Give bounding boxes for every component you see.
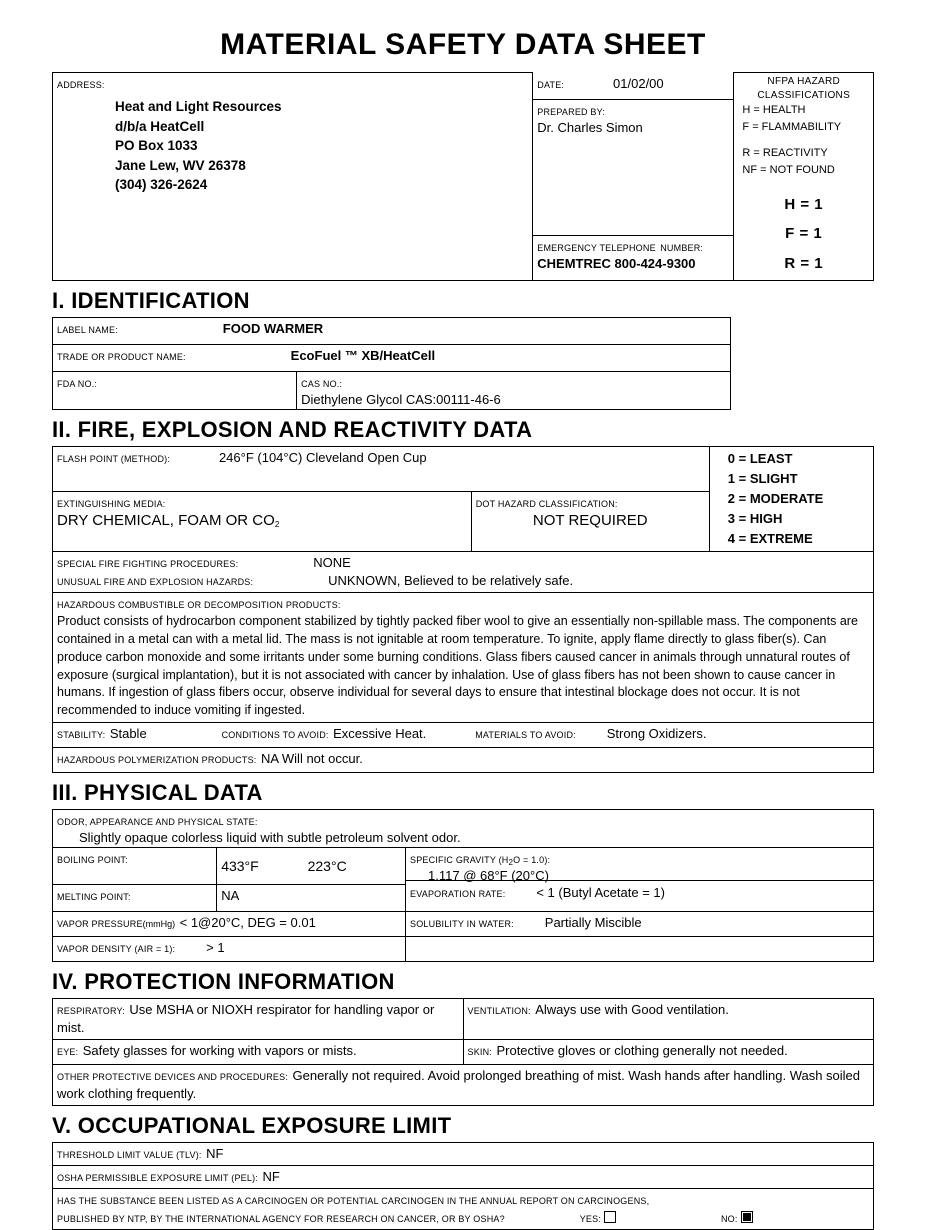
evaporation-rate-label: EVAPORATION RATE: — [410, 888, 506, 899]
section-5-heading: V. OCCUPATIONAL EXPOSURE LIMIT — [52, 1112, 452, 1138]
conditions-to-avoid-value: Excessive Heat. — [333, 725, 427, 741]
date-prepared-group — [533, 73, 734, 236]
nfpa-key-item: F = FLAMMABILITY — [742, 120, 842, 133]
other-protective-cell — [53, 1064, 874, 1105]
address-label: ADDRESS: — [57, 80, 105, 90]
unusual-hazards-label: UNUSUAL FIRE AND EXPLOSION HAZARDS: — [57, 577, 254, 588]
eye-label: EYE: — [57, 1046, 79, 1057]
fda-no-label: FDA NO.: — [57, 378, 98, 389]
special-procedures-value: NONE — [313, 555, 351, 571]
specific-gravity-label-sub: 2 — [508, 857, 514, 867]
date-value: 01/02/00 — [613, 75, 664, 91]
nfpa-key-item: NF = NOT FOUND — [742, 163, 835, 176]
company-line: (304) 326-2624 — [115, 177, 208, 193]
nfpa-key-item: R = REACTIVITY — [742, 147, 828, 159]
header-section — [52, 72, 874, 281]
dot-hazard-cell — [471, 491, 709, 552]
vapor-density-blank — [406, 936, 874, 961]
decomposition-label: HAZARDOUS COMBUSTIBLE OR DECOMPOSITION PRODUCTS: — [57, 600, 341, 611]
other-protective-value: Generally not required. Avoid prolonged breathing of mist. Wash hands after handling. Wash soiled work clothing frequently. — [57, 1067, 861, 1101]
fire-procedures-cell — [53, 552, 874, 593]
boiling-point-cell — [53, 847, 217, 884]
nfpa-rating-flammability: F = 1 — [785, 225, 823, 243]
respiratory-cell — [53, 998, 464, 1039]
carcinogen-line2: PUBLISHED BY NTP, BY THE INTERNATIONAL AGENCY FOR RESEARCH ON CANCER, OR BY OSHA? — [57, 1213, 505, 1224]
trade-name-value: EcoFuel ™ XB/HeatCell — [290, 347, 436, 363]
flash-point-cell — [53, 446, 710, 491]
label-name-label: LABEL NAME: — [57, 324, 118, 335]
fda-no-cell — [53, 371, 297, 409]
emergency-phone-cell — [533, 235, 734, 280]
emergency-value: CHEMTREC 800-424-9300 — [537, 255, 696, 271]
prepared-by-value: Dr. Charles Simon — [537, 119, 643, 135]
nfpa-panel — [734, 73, 874, 281]
hazard-scale-item: 0 = LEAST — [727, 450, 793, 466]
gravity-evaporation-cell — [406, 847, 874, 911]
specific-gravity-label: SPECIFIC GRAVITY (H — [410, 854, 509, 865]
vapor-pressure-value: < 1@20°C, DEG = 0.01 — [179, 914, 316, 930]
hazard-scale-item: 2 = MODERATE — [727, 491, 824, 507]
ventilation-label: VENTILATION: — [467, 1005, 531, 1016]
respiratory-label: RESPIRATORY: — [57, 1005, 125, 1016]
carcinogen-line1: HAS THE SUBSTANCE BEEN LISTED AS A CARCINOGEN OR POTENTIAL CARCINOGEN IN THE ANNUAL REPORT ON CARCINOGENS, — [57, 1195, 650, 1206]
carcinogen-line2-row — [57, 1209, 869, 1227]
stability-row-cell — [53, 722, 874, 747]
melting-point-value: NA — [221, 887, 240, 903]
ventilation-value: Always use with Good ventilation. — [535, 1001, 729, 1017]
section-2-heading: II. FIRE, EXPLOSION AND REACTIVITY DATA — [52, 416, 533, 442]
boiling-point-c: 223°C — [307, 857, 347, 874]
carcinogen-cell — [53, 1188, 874, 1229]
materials-to-avoid-label: MATERIALS TO AVOID: — [475, 729, 576, 740]
date-label: DATE: — [537, 79, 565, 90]
trade-name-label: TRADE OR PRODUCT NAME: — [57, 351, 186, 362]
skin-value: Protective gloves or clothing generally not needed. — [496, 1042, 788, 1058]
vapor-pressure-label: VAPOR PRESSURE — [57, 918, 143, 929]
dot-hazard-value: NOT REQUIRED — [532, 511, 648, 529]
special-procedures-label: SPECIAL FIRE FIGHTING PROCEDURES: — [57, 559, 239, 570]
date-cell — [533, 73, 733, 100]
prepared-by-cell — [533, 99, 733, 148]
company-line: Heat and Light Resources — [115, 99, 282, 114]
melting-point-label: MELTING POINT: — [57, 891, 131, 902]
hazard-scale-item: 4 = EXTREME — [727, 531, 813, 547]
company-line: PO Box 1033 — [115, 138, 198, 154]
page-title: MATERIAL SAFETY DATA SHEET — [220, 28, 706, 61]
vapor-pressure-cell — [53, 911, 406, 936]
solubility-cell — [406, 911, 874, 936]
section-2-table — [52, 446, 874, 773]
section-1-table — [52, 317, 731, 410]
materials-to-avoid-value: Strong Oxidizers. — [606, 725, 707, 741]
extinguishing-media-label: EXTINGUISHING MEDIA: — [57, 498, 166, 509]
carcinogen-yes-checkbox[interactable] — [604, 1211, 616, 1223]
polymerization-label: HAZARDOUS POLYMERIZATION PRODUCTS: — [57, 754, 257, 765]
section-3-heading: III. PHYSICAL DATA — [52, 779, 263, 805]
odor-label: ODOR, APPEARANCE AND PHYSICAL STATE: — [57, 816, 258, 827]
tlv-cell — [53, 1142, 874, 1165]
section-5-table — [52, 1142, 874, 1230]
vapor-density-label: VAPOR DENSITY (AIR = 1): — [57, 943, 176, 954]
nfpa-key-item: H = HEALTH — [742, 104, 806, 116]
nfpa-key-list — [738, 102, 869, 178]
label-name-value: FOOD WARMER — [222, 320, 324, 336]
emergency-label-line1: EMERGENCY TELEPHONE — [537, 242, 656, 253]
pel-label: OSHA PERMISSIBLE EXPOSURE LIMIT (PEL): — [57, 1172, 258, 1183]
tlv-value: NF — [206, 1145, 224, 1161]
flash-point-value: 246°F (104°C) Cleveland Open Cup — [218, 449, 427, 465]
hazard-scale-cell — [709, 446, 873, 552]
company-line: Jane Lew, WV 26378 — [115, 157, 246, 173]
section-4-heading: IV. PROTECTION INFORMATION — [52, 968, 395, 994]
nfpa-rating-reactivity: R = 1 — [784, 254, 824, 272]
conditions-to-avoid-label: CONDITIONS TO AVOID: — [221, 729, 329, 740]
pel-value: NF — [262, 1168, 280, 1184]
section-1-heading: I. IDENTIFICATION — [52, 287, 250, 313]
carcinogen-no-checkbox[interactable] — [741, 1211, 753, 1223]
extinguishing-media-cell — [53, 491, 472, 552]
specific-gravity-label-2: O = 1.0): — [513, 854, 551, 865]
boiling-point-label: BOILING POINT: — [57, 854, 128, 865]
nfpa-title-line2: CLASSIFICATIONS — [757, 89, 851, 101]
tlv-label: THRESHOLD LIMIT VALUE (TLV): — [57, 1149, 202, 1160]
respiratory-value: Use MSHA or NIOXH respirator for handling vapor or mist. — [57, 1001, 435, 1035]
other-protective-label: OTHER PROTECTIVE DEVICES AND PROCEDURES: — [57, 1071, 289, 1082]
boiling-point-f: 433°F — [221, 857, 259, 874]
vapor-density-value: > 1 — [206, 939, 225, 955]
section-4-table — [52, 998, 874, 1106]
boiling-point-values — [217, 847, 406, 884]
decomposition-cell — [53, 593, 874, 723]
special-procedures-row — [57, 554, 869, 572]
section-3-table — [52, 809, 874, 962]
hazard-scale-item: 3 = HIGH — [727, 511, 783, 527]
carcinogen-no-label: NO: — [720, 1213, 738, 1224]
label-name-cell — [53, 317, 731, 344]
company-address — [57, 93, 528, 195]
ventilation-cell — [463, 998, 874, 1039]
extinguishing-media-value: DRY CHEMICAL, FOAM OR CO — [57, 511, 275, 529]
odor-cell — [53, 809, 874, 847]
odor-value: Slightly opaque colorless liquid with subtle petroleum solvent odor. — [79, 829, 461, 845]
solubility-label: SOLUBILITY IN WATER: — [410, 918, 514, 929]
company-line: d/b/a HeatCell — [115, 118, 205, 134]
nfpa-title — [738, 75, 869, 102]
extinguishing-media-subscript: 2 — [274, 519, 280, 529]
emergency-label-line2: NUMBER: — [660, 242, 704, 253]
vapor-pressure-units: (mmHg) — [142, 918, 176, 929]
vapor-density-cell — [53, 936, 406, 961]
nfpa-ratings — [738, 190, 869, 278]
dot-hazard-label: DOT HAZARD CLASSIFICATION: — [475, 498, 618, 509]
polymerization-cell — [53, 747, 874, 772]
stability-label: STABILITY: — [57, 729, 106, 740]
flash-point-label: FLASH POINT (METHOD): — [57, 453, 171, 464]
hazard-scale-item: 1 = SLIGHT — [727, 470, 798, 486]
cas-no-value: Diethylene Glycol CAS:00111-46-6 — [301, 391, 501, 407]
eye-value: Safety glasses for working with vapors or mists. — [82, 1042, 357, 1058]
pel-cell — [53, 1165, 874, 1188]
eye-cell — [53, 1039, 464, 1064]
specific-gravity-value: 1.117 @ 68°F (20°C) — [428, 867, 549, 883]
solubility-value: Partially Miscible — [544, 914, 642, 930]
evaporation-rate-value: < 1 (Butyl Acetate = 1) — [536, 884, 665, 900]
cas-no-label: CAS NO.: — [301, 378, 343, 389]
address-cell — [53, 73, 533, 281]
stability-value: Stable — [109, 725, 147, 741]
extinguishing-media-value-wrap — [57, 512, 467, 529]
melting-point-cell — [53, 884, 217, 911]
nfpa-title-line1: NFPA HAZARD — [767, 76, 840, 87]
nfpa-rating-health: H = 1 — [784, 196, 824, 213]
skin-label: SKIN: — [467, 1046, 493, 1057]
prepared-by-label: PREPARED BY: — [537, 106, 606, 117]
skin-cell — [463, 1039, 874, 1064]
polymerization-value: NA Will not occur. — [260, 750, 363, 766]
carcinogen-yes-label: YES: — [579, 1213, 602, 1224]
hazard-scale-list — [714, 449, 869, 550]
trade-name-cell — [53, 344, 731, 371]
melting-point-value-cell — [217, 884, 406, 911]
unusual-hazards-row — [57, 572, 869, 590]
unusual-hazards-value: UNKNOWN, Believed to be relatively safe. — [328, 573, 574, 589]
decomposition-text: Product consists of hydrocarbon component stabilized by tightly packed fiber wool to give an essentially non-spillable mass. The components are contained in a metal can with a metal lid. The mass is not ignitable at room temperature. To ignite, apply flame directly to glass fiber(s). Can produce carbon monoxide and some irritants under some burning conditions. Glass fibers caused cancer in animals through unnatural routes of exposure (surgical implantation), but it is not associated with cancer by inhalation. Use of glass fibers has not been shown to cause cancer in humans. If ingestion of glass fibers occur, observe individual for several days to ensure that intestinal blockage does not occur. It is not recommended to induce vomiting if ingested. — [57, 614, 858, 718]
cas-no-cell — [297, 371, 731, 409]
